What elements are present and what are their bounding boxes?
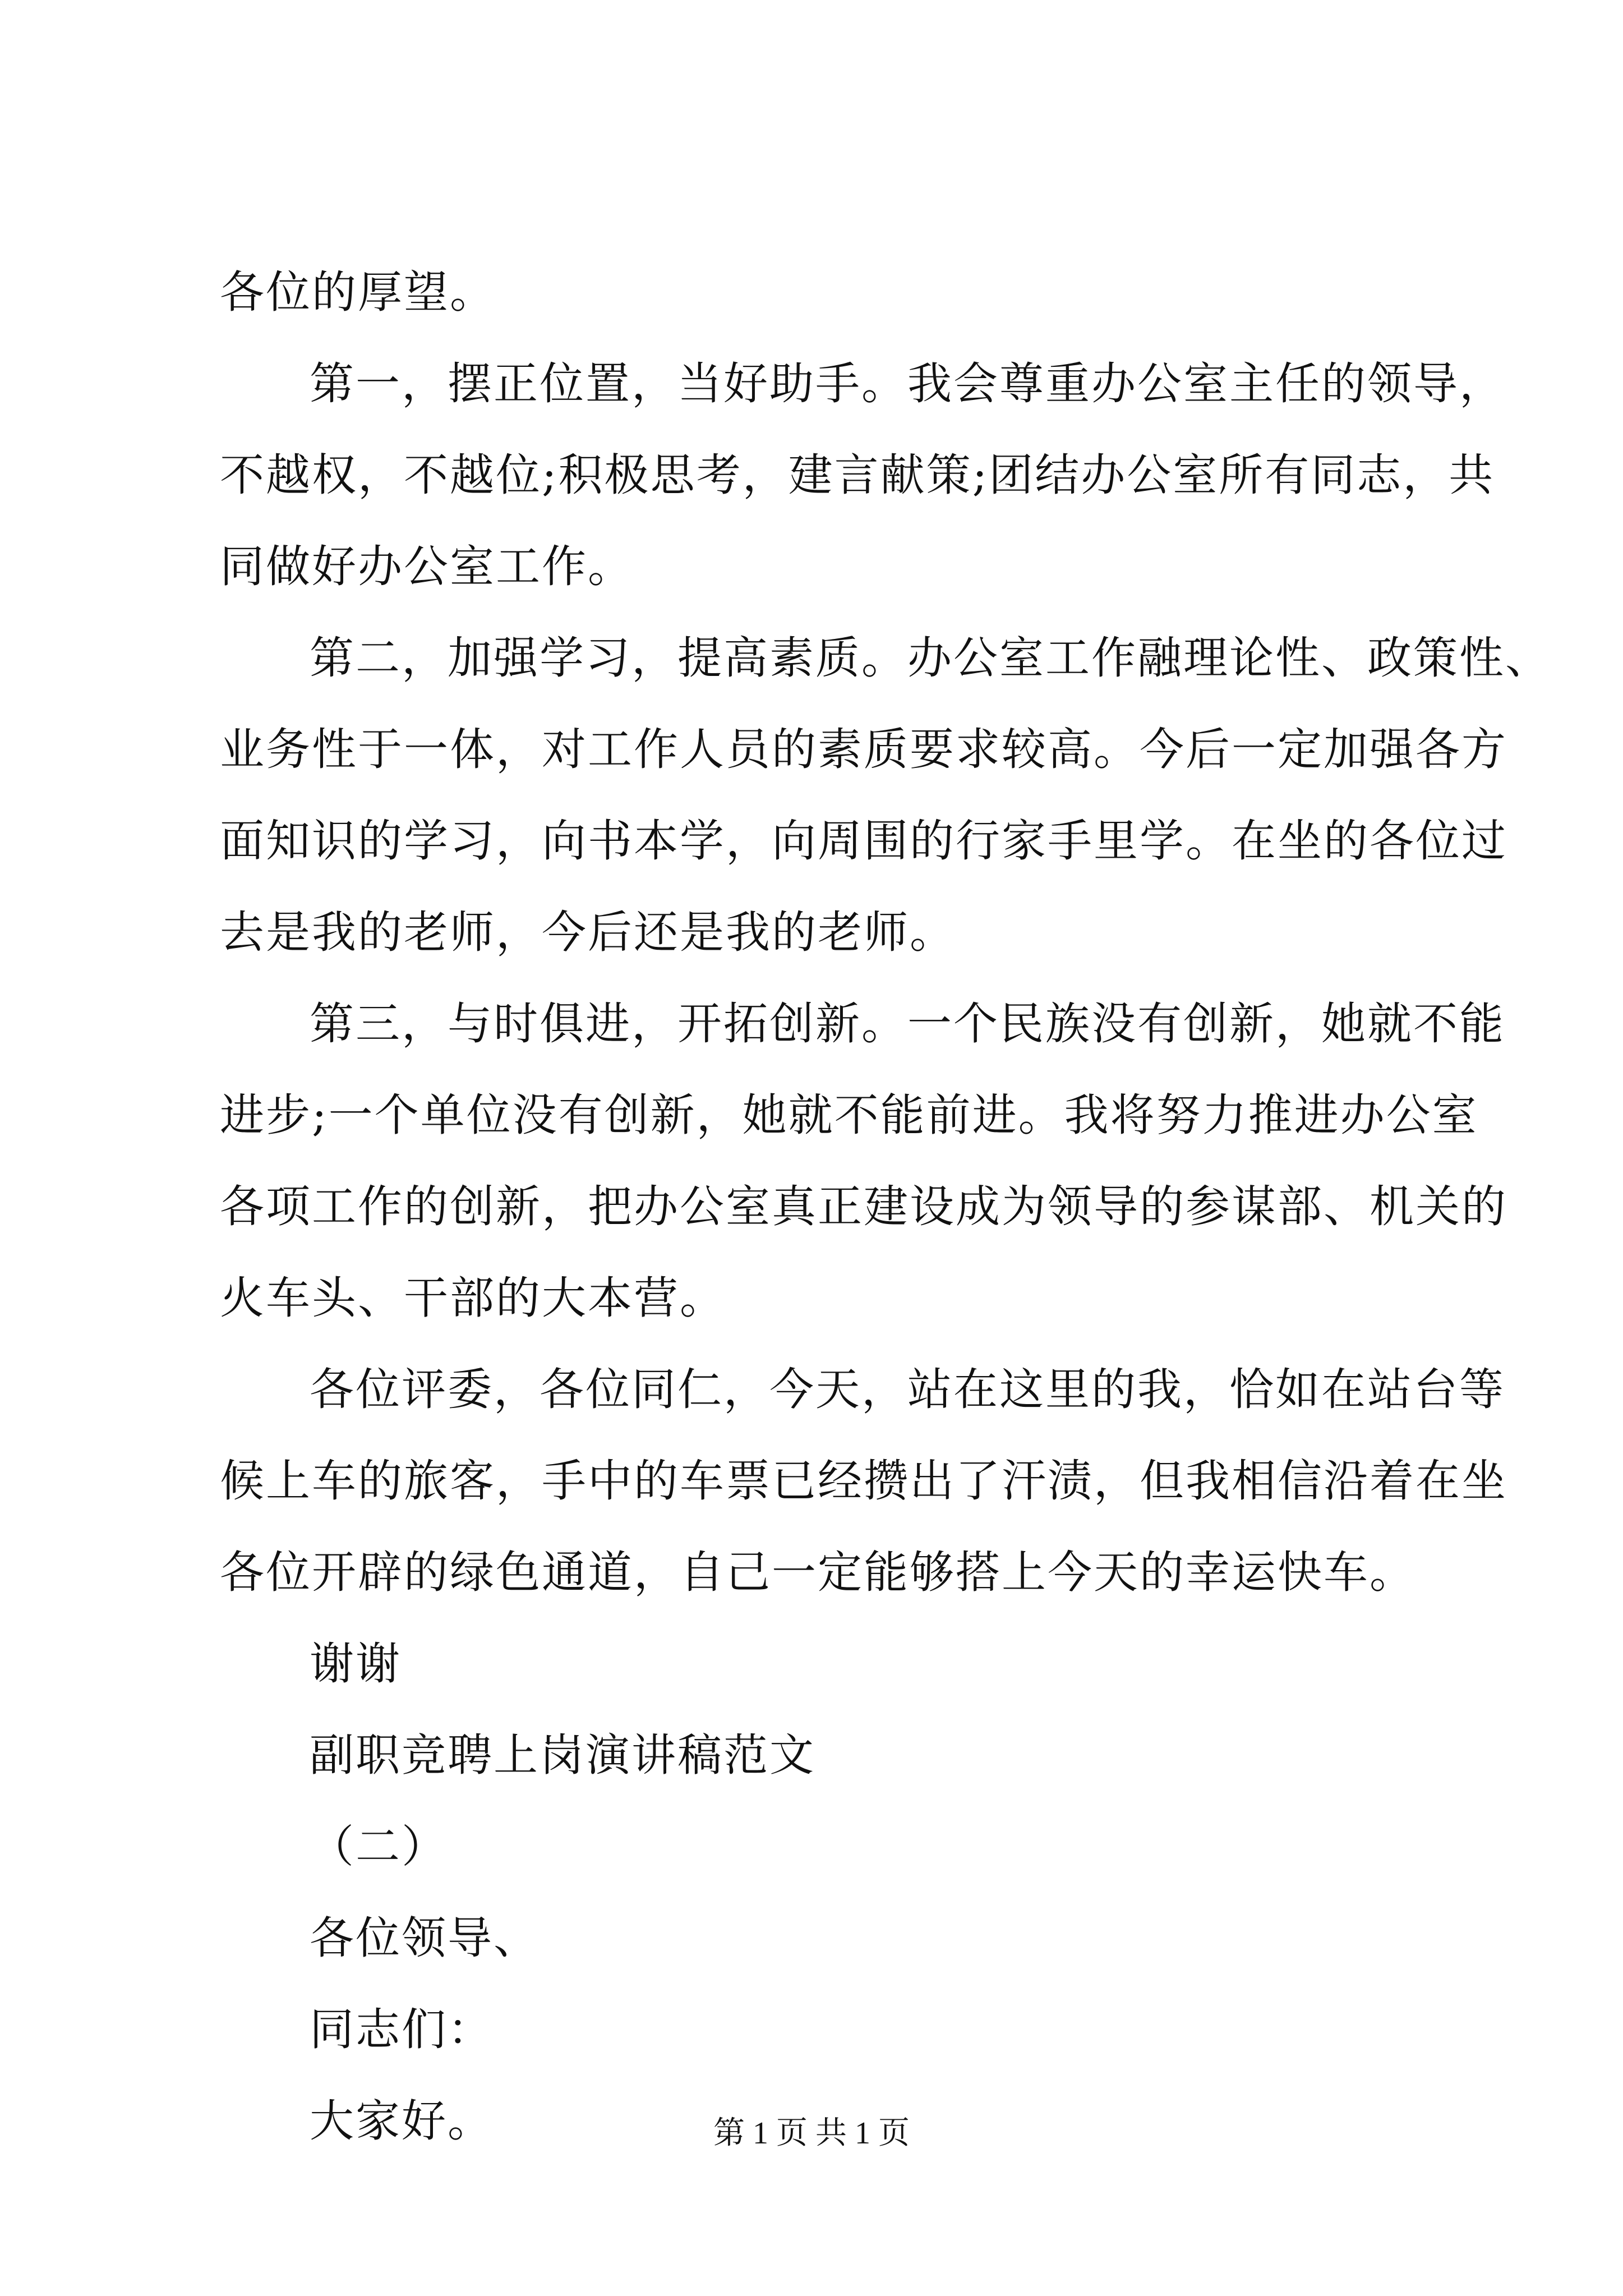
- text-line: 第一，摆正位置，当好助手。我会尊重办公室主任的领导，: [310, 358, 1505, 409]
- page-footer: 第 1 页 共 1 页: [713, 2116, 910, 2151]
- text-line: 业务性于一体，对工作人员的素质要求较高。今后一定加强各方: [220, 724, 1507, 775]
- text-line: 同志们：: [310, 2004, 494, 2055]
- text-line: 第三，与时俱进，开拓创新。一个民族没有创新，她就不能: [310, 998, 1505, 1050]
- text-line: 进步;一个单位没有创新，她就不能前进。我将努力推进办公室: [220, 1089, 1478, 1141]
- text-line: 面知识的学习，向书本学，向周围的行家手里学。在坐的各位过: [220, 815, 1507, 867]
- text-line: 各位评委，各位同仁，今天，站在这里的我，恰如在站台等: [310, 1364, 1505, 1415]
- text-line: 大家好。: [310, 2095, 494, 2147]
- text-line: 候上车的旅客，手中的车票已经攒出了汗渍，但我相信沿着在坐: [220, 1455, 1507, 1507]
- text-line: 副职竞聘上岗演讲稿范文: [310, 1729, 815, 1781]
- text-line: 各项工作的创新，把办公室真正建设成为领导的参谋部、机关的: [220, 1181, 1507, 1232]
- text-line: 各位开辟的绿色通道，自己一定能够搭上今天的幸运快车。: [220, 1547, 1415, 1598]
- document-body: [220, 247, 1551, 2167]
- text-line: 去是我的老师，今后还是我的老师。: [220, 907, 956, 958]
- text-line: 不越权，不越位;积极思考，建言献策;团结办公室所有同志，共: [220, 449, 1495, 501]
- text-line: 各位的厚望。: [220, 266, 496, 318]
- text-line: 谢谢: [310, 1638, 402, 1690]
- text-line: 各位领导、: [310, 1912, 540, 1964]
- text-line: （二）: [310, 1821, 448, 1872]
- text-line: 火车头、干部的大本营。: [220, 1272, 726, 1324]
- text-line: 同做好办公室工作。: [220, 541, 634, 592]
- text-line: 第二，加强学习，提高素质。办公室工作融理论性、政策性、: [310, 632, 1551, 684]
